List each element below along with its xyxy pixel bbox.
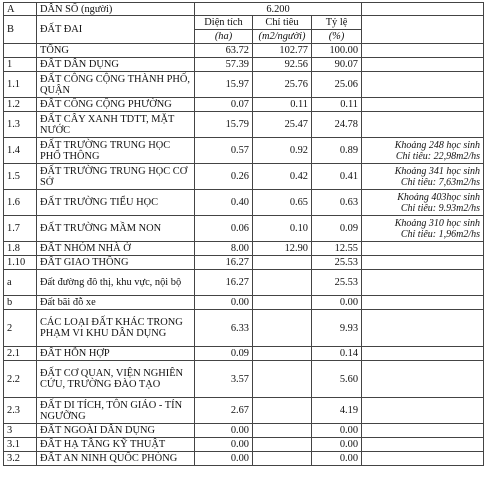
- row-note: Khoảng 248 học sinh Chỉ tiêu: 22,98m2/hs: [362, 138, 484, 164]
- row-name: CÁC LOẠI ĐẤT KHÁC TRONG PHẠM VI KHU DÂN DỤNG: [37, 310, 195, 347]
- row-ratio: 25.53: [312, 270, 362, 296]
- row-name: TỔNG: [37, 44, 195, 58]
- table-row: [4, 58, 484, 72]
- row-area: 8.00: [195, 242, 253, 256]
- row-quota: 0.42: [253, 164, 312, 190]
- row-index: 3.2: [4, 452, 37, 466]
- row-ratio: 0.11: [312, 98, 362, 112]
- row-area: 0.00: [195, 438, 253, 452]
- row-area: 6.33: [195, 310, 253, 347]
- table-row: [4, 310, 484, 347]
- row-index: 1.3: [4, 112, 37, 138]
- row-name: ĐẤT HỖN HỢP: [37, 347, 195, 361]
- row-quota: [253, 424, 312, 438]
- row-note: Khoảng 403học sinh Chỉ tiêu: 9.93m2/hs: [362, 190, 484, 216]
- population-row: [4, 3, 484, 16]
- row-note: [362, 438, 484, 452]
- population-note: [362, 3, 484, 16]
- row-ratio: 0.00: [312, 424, 362, 438]
- row-index: b: [4, 296, 37, 310]
- row-quota: 25.76: [253, 72, 312, 98]
- row-index: 2.1: [4, 347, 37, 361]
- row-note: [362, 112, 484, 138]
- row-index: 1.8: [4, 242, 37, 256]
- row-ratio: 12.55: [312, 242, 362, 256]
- row-area: 15.79: [195, 112, 253, 138]
- row-name: ĐẤT CÂY XANH TDTT, MẶT NƯỚC: [37, 112, 195, 138]
- row-area: 63.72: [195, 44, 253, 58]
- row-ratio: 0.00: [312, 296, 362, 310]
- header-quota-unit: (m2/người): [253, 30, 312, 44]
- row-name: ĐẤT NGOÀI DÂN DỤNG: [37, 424, 195, 438]
- header-ratio-unit: (%): [312, 30, 362, 44]
- row-area: 0.57: [195, 138, 253, 164]
- row-ratio: 0.89: [312, 138, 362, 164]
- row-note: [362, 44, 484, 58]
- row-note: [362, 72, 484, 98]
- row-quota: [253, 361, 312, 398]
- row-ratio: 0.00: [312, 452, 362, 466]
- row-note: [362, 58, 484, 72]
- row-area: 16.27: [195, 256, 253, 270]
- row-ratio: 24.78: [312, 112, 362, 138]
- row-name: ĐẤT TRƯỜNG TRUNG HỌC CƠ SỞ: [37, 164, 195, 190]
- row-quota: [253, 270, 312, 296]
- row-index: 1.4: [4, 138, 37, 164]
- table-row: [4, 270, 484, 296]
- table-row: [4, 452, 484, 466]
- row-name: Đất đường đô thị, khu vực, nội bộ: [37, 270, 195, 296]
- row-ratio: 25.06: [312, 72, 362, 98]
- row-quota: [253, 438, 312, 452]
- table-row: [4, 72, 484, 98]
- table-row: [4, 242, 484, 256]
- row-note: [362, 256, 484, 270]
- table-row: [4, 438, 484, 452]
- land-use-table: [3, 2, 484, 466]
- row-ratio: 0.41: [312, 164, 362, 190]
- row-index: 1.10: [4, 256, 37, 270]
- row-note: [362, 270, 484, 296]
- row-ratio: 0.63: [312, 190, 362, 216]
- row-quota: [253, 310, 312, 347]
- row-ratio: 5.60: [312, 361, 362, 398]
- row-name: ĐẤT CÔNG CỘNG PHƯỜNG: [37, 98, 195, 112]
- row-ratio: 90.07: [312, 58, 362, 72]
- row-quota: 92.56: [253, 58, 312, 72]
- row-index: 2.2: [4, 361, 37, 398]
- row-area: 15.97: [195, 72, 253, 98]
- table-row: [4, 98, 484, 112]
- row-index: 2.3: [4, 398, 37, 424]
- header-row: [4, 16, 484, 30]
- header-index: B: [4, 16, 37, 44]
- row-name: ĐẤT CÔNG CỘNG THÀNH PHỐ, QUẬN: [37, 72, 195, 98]
- row-area: 0.09: [195, 347, 253, 361]
- row-quota: 0.65: [253, 190, 312, 216]
- header-land-label: ĐẤT ĐAI: [37, 16, 195, 44]
- row-area: 2.67: [195, 398, 253, 424]
- row-quota: [253, 256, 312, 270]
- table-row: [4, 138, 484, 164]
- row-note: Khoảng 341 học sinh Chỉ tiêu: 7,63m2/hs: [362, 164, 484, 190]
- table-row: [4, 164, 484, 190]
- row-index: 1.5: [4, 164, 37, 190]
- row-area: 57.39: [195, 58, 253, 72]
- header-ratio: Tỷ lệ: [312, 16, 362, 30]
- row-name: ĐẤT NHÓM NHÀ Ở: [37, 242, 195, 256]
- row-ratio: 25.53: [312, 256, 362, 270]
- table-row: [4, 398, 484, 424]
- row-index: 1.7: [4, 216, 37, 242]
- row-quota: [253, 398, 312, 424]
- row-ratio: 0.14: [312, 347, 362, 361]
- table-row: [4, 296, 484, 310]
- row-note: Khoảng 310 học sinh Chỉ tiêu: 1,96m2/hs: [362, 216, 484, 242]
- row-name: ĐẤT DI TÍCH, TÔN GIÁO - TÍN NGƯỠNG: [37, 398, 195, 424]
- row-name: Đất bãi đỗ xe: [37, 296, 195, 310]
- population-index: A: [4, 3, 37, 16]
- row-index: [4, 44, 37, 58]
- table-row: [4, 44, 484, 58]
- row-area: 0.26: [195, 164, 253, 190]
- row-ratio: 0.09: [312, 216, 362, 242]
- row-index: 3.1: [4, 438, 37, 452]
- row-quota: 102.77: [253, 44, 312, 58]
- row-note: [362, 361, 484, 398]
- table-row: [4, 256, 484, 270]
- row-area: 0.40: [195, 190, 253, 216]
- row-ratio: 0.00: [312, 438, 362, 452]
- row-ratio: 100.00: [312, 44, 362, 58]
- row-area: 0.00: [195, 424, 253, 438]
- row-quota: 0.11: [253, 98, 312, 112]
- table-row: [4, 424, 484, 438]
- row-quota: 25.47: [253, 112, 312, 138]
- row-name: ĐẤT GIAO THÔNG: [37, 256, 195, 270]
- row-name: ĐẤT TRƯỜNG TRUNG HỌC PHỔ THÔNG: [37, 138, 195, 164]
- row-note: [362, 347, 484, 361]
- population-value: 6.200: [195, 3, 362, 16]
- row-area: 3.57: [195, 361, 253, 398]
- row-name: ĐẤT AN NINH QUỐC PHÒNG: [37, 452, 195, 466]
- row-ratio: 4.19: [312, 398, 362, 424]
- row-note: [362, 424, 484, 438]
- row-area: 0.06: [195, 216, 253, 242]
- row-note: [362, 242, 484, 256]
- row-quota: [253, 296, 312, 310]
- row-area: 0.07: [195, 98, 253, 112]
- row-name: ĐẤT HẠ TẦNG KỸ THUẬT: [37, 438, 195, 452]
- header-note: [362, 16, 484, 44]
- header-area-unit: (ha): [195, 30, 253, 44]
- header-quota: Chỉ tiêu: [253, 16, 312, 30]
- row-area: 0.00: [195, 296, 253, 310]
- land-use-table-body: [4, 3, 484, 466]
- row-index: 1: [4, 58, 37, 72]
- population-label: DÂN SỐ (người): [37, 3, 195, 16]
- row-area: 16.27: [195, 270, 253, 296]
- row-ratio: 9.93: [312, 310, 362, 347]
- row-quota: [253, 452, 312, 466]
- row-note: [362, 296, 484, 310]
- row-quota: 0.10: [253, 216, 312, 242]
- table-row: [4, 361, 484, 398]
- row-index: 2: [4, 310, 37, 347]
- row-name: ĐẤT TRƯỜNG TIỂU HỌC: [37, 190, 195, 216]
- row-note: [362, 310, 484, 347]
- row-area: 0.00: [195, 452, 253, 466]
- row-note: [362, 398, 484, 424]
- row-index: 1.1: [4, 72, 37, 98]
- header-area: Diện tích: [195, 16, 253, 30]
- table-row: [4, 112, 484, 138]
- row-name: ĐẤT CƠ QUAN, VIỆN NGHIÊN CỨU, TRƯỜNG ĐÀO TẠO: [37, 361, 195, 398]
- row-name: ĐẤT TRƯỜNG MẦM NON: [37, 216, 195, 242]
- row-quota: 12.90: [253, 242, 312, 256]
- row-name: ĐẤT DÂN DỤNG: [37, 58, 195, 72]
- row-index: 3: [4, 424, 37, 438]
- table-row: [4, 216, 484, 242]
- row-note: [362, 98, 484, 112]
- row-index: 1.2: [4, 98, 37, 112]
- row-quota: [253, 347, 312, 361]
- row-quota: 0.92: [253, 138, 312, 164]
- table-row: [4, 347, 484, 361]
- row-note: [362, 452, 484, 466]
- table-row: [4, 190, 484, 216]
- row-index: 1.6: [4, 190, 37, 216]
- row-index: a: [4, 270, 37, 296]
